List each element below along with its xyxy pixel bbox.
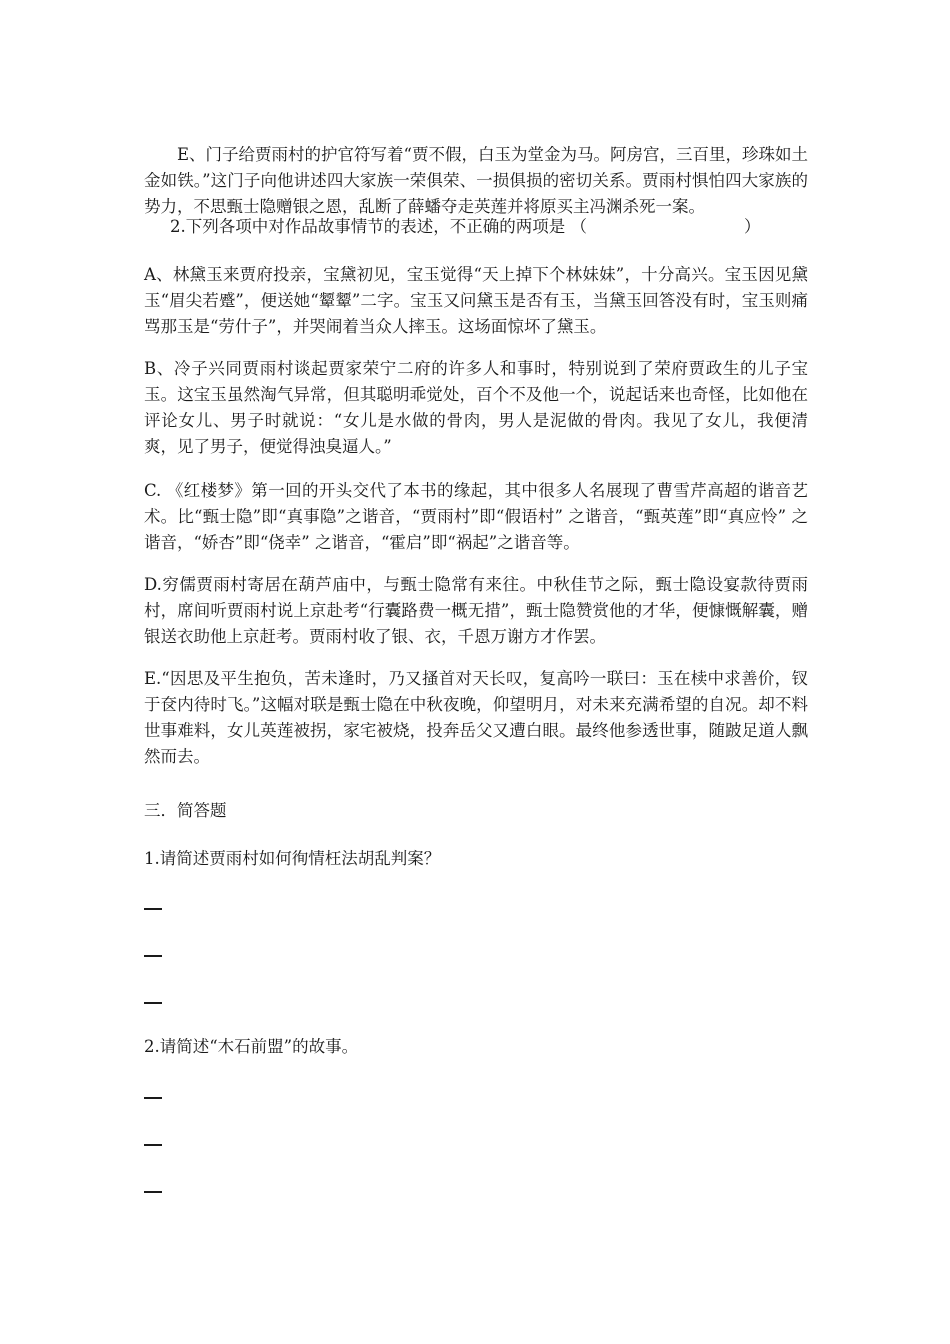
option-e: E.“因思及平生抱负，苦未逢时，乃又搔首对天长叹，复高吟一联曰：玉在椟中求善价，钗于奁内待时飞。”这幅对联是甄士隐在中秋夜晚，仰望明月，对未来充满希望的自况。却不料世事难料，女儿英莲被拐，家宅被烧，投奔岳父又遭白眼。最终他参透世事，随跛足道人飘然而去。 <box>144 669 808 766</box>
answer-line <box>144 955 162 957</box>
option-d: D.穷儒贾雨村寄居在葫芦庙中，与甄士隐常有来往。中秋佳节之际，甄士隐设宴款待贾雨村，席间听贾雨村说上京赴考“行囊路费一概无措”，甄士隐赞赏他的才华，便慷慨解囊，赠银送衣助他上京赶考。贾雨村收了银、衣，千恩万谢方才作罢。 <box>144 575 808 646</box>
answer-line <box>144 1191 162 1193</box>
paren-close: ） <box>744 217 761 236</box>
option-b: B、冷子兴同贾雨村谈起贾家荣宁二府的许多人和事时，特别说到了荣府贾政生的儿子宝玉。这宝玉虽然淘气异常，但其聪明乖觉处，百个不及他一个，说起话来也奇怪，比如他在评论女儿、男子时就说：“女儿是水做的骨肉，男人是泥做的骨肉。我见了女儿，我便清爽，见了男子，便觉得浊臭逼人。” <box>144 359 808 456</box>
option-e-previous-question: E、门子给贾雨村的护官符写着“贾不假，白玉为堂金为马。阿房宫，三百里，珍珠如土金如铁。”这门子向他讲述四大家族一荣俱荣、一损俱损的密切关系。贾雨村惧怕四大家族的势力，不思甄士隐赠银之恩，乱断了薛蟠夺走英莲并将原买主冯渊杀死一案。 <box>144 145 808 216</box>
answer-line <box>144 908 162 910</box>
section-3-heading: 三．简答题 <box>144 801 227 820</box>
answer-parentheses <box>571 214 761 240</box>
option-c: C. 《红楼梦》第一回的开头交代了本书的缘起，其中很多人名展现了曹雪芹高超的谐音艺术。比“甄士隐”即“真事隐”之谐音，“贾雨村”即“假语村” 之谐音，“甄英莲”即“真应怜” 之谐音，“娇杏”即“侥幸” 之谐音，“霍启”即“祸起”之谐音等。 <box>144 481 808 552</box>
short-answer-question-2: 2.请简述“木石前盟”的故事。 <box>144 1037 359 1056</box>
paren-open: （ <box>570 217 587 236</box>
option-a: A、林黛玉来贾府投亲，宝黛初见，宝玉觉得“天上掉下个林妹妹”，十分高兴。宝玉因见黛玉“眉尖若蹙”，便送她“颦颦”二字。宝玉又问黛玉是否有玉，当黛玉回答没有时，宝玉则痛骂那玉是“劳什子”，并哭闹着当众人摔玉。这场面惊坏了黛玉。 <box>144 265 808 336</box>
short-answer-question-1: 1.请简述贾雨村如何徇情枉法胡乱判案？ <box>144 849 441 868</box>
question-2-text: 2.下列各项中对作品故事情节的表述，不正确的两项是 <box>170 217 566 236</box>
answer-line <box>144 1144 162 1146</box>
question-2 <box>170 214 761 240</box>
answer-line <box>144 1097 162 1099</box>
answer-line <box>144 1002 162 1004</box>
